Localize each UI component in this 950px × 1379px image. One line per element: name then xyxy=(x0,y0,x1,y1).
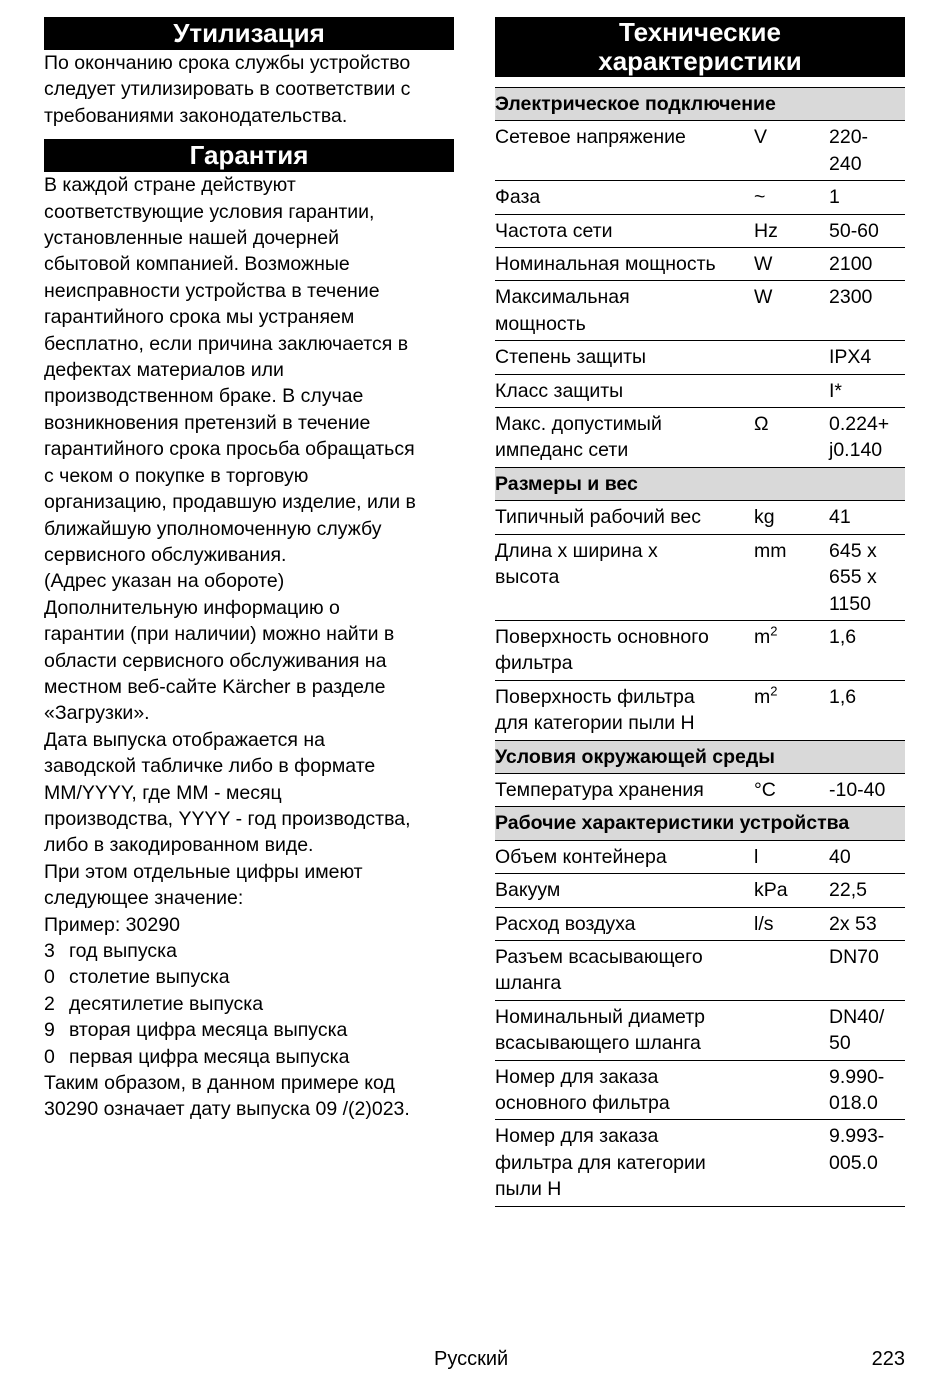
warranty-line: соответствующие условия гарантии, xyxy=(44,200,375,223)
spec-row xyxy=(495,874,905,907)
section-title: Рабочие характеристики устройства xyxy=(495,807,905,840)
spec-name: Поверхность основного фильтра xyxy=(495,620,754,680)
warranty-line: (Адрес указан на обороте) xyxy=(44,570,285,593)
spec-value: 40 xyxy=(829,840,905,873)
warranty-line: организацию, продавшую изделие, или в xyxy=(44,491,416,514)
warranty-line: неисправности устройства в течение xyxy=(44,279,380,302)
spec-value: 2x 53 xyxy=(829,907,905,940)
spec-row xyxy=(495,620,905,680)
spec-unit: l xyxy=(754,840,829,873)
spec-name: Номинальная мощность xyxy=(495,248,754,281)
warranty-line: При этом отдельные цифры имеют xyxy=(44,860,363,883)
warranty-line: Дополнительную информацию о xyxy=(44,596,340,619)
right-column xyxy=(495,17,905,1207)
spec-value: 0.224+ j0.140 xyxy=(829,408,905,468)
spec-name: Номинальный диаметр всасывающего шланга xyxy=(495,1000,754,1060)
unit-superscript: 2 xyxy=(770,623,778,639)
spec-value: 9.993- 005.0 xyxy=(829,1120,905,1206)
spec-value: 9.990- 018.0 xyxy=(829,1060,905,1120)
spec-name: Частота сети xyxy=(495,214,754,247)
warranty-line: Пример: 30290 xyxy=(44,913,180,936)
left-column xyxy=(44,17,454,1123)
spec-value: -10-40 xyxy=(829,773,905,806)
spec-value: 2300 xyxy=(829,281,905,341)
spec-unit xyxy=(754,374,829,407)
spec-name: Поверхность фильтра для категории пыли H xyxy=(495,680,754,740)
warranty-line: ближайшую уполномоченную службу xyxy=(44,517,382,540)
warranty-line: дефектах материалов или xyxy=(44,359,284,382)
disposal-line: следует утилизировать в соответствии с xyxy=(44,78,411,101)
spec-unit xyxy=(754,1060,829,1120)
spec-value: IPX4 xyxy=(829,341,905,374)
spec-value: 1,6 xyxy=(829,620,905,680)
spec-value: 1,6 xyxy=(829,680,905,740)
spec-row xyxy=(495,248,905,281)
spec-row xyxy=(495,1120,905,1206)
spec-row xyxy=(495,940,905,1000)
disposal-line: По окончанию срока службы устройство xyxy=(44,52,411,74)
warranty-line: установленные нашей дочерней xyxy=(44,227,339,250)
example-meaning: первая цифра месяца выпуска xyxy=(69,1045,350,1068)
warranty-line: гарантийного срока просьба обращаться xyxy=(44,438,415,461)
warranty-line: местном веб-сайте Kärcher в разделе xyxy=(44,675,386,698)
closing-line: Таким образом, в данном примере код xyxy=(44,1072,395,1095)
spec-unit: Ω xyxy=(754,408,829,468)
spec-name: Объем контейнера xyxy=(495,840,754,873)
warranty-line: производства, YYYY - год производства, xyxy=(44,807,411,830)
unit-superscript: 2 xyxy=(770,683,778,699)
warranty-line: следующее значение: xyxy=(44,887,244,910)
spec-row xyxy=(495,534,905,620)
specs-heading xyxy=(495,17,905,77)
spec-value: 220- 240 xyxy=(829,121,905,181)
section-title: Размеры и вес xyxy=(495,467,905,500)
spec-unit: $m^2$ xyxy=(754,680,829,740)
spec-unit xyxy=(754,341,829,374)
spec-name: Вакуум xyxy=(495,874,754,907)
spec-name: Макс. допустимый импеданс сети xyxy=(495,408,754,468)
warranty-line: возникновения претензий в течение xyxy=(44,411,371,434)
warranty-line: с чеком о покупке в торговую xyxy=(44,464,309,487)
warranty-heading: Гарантия xyxy=(44,139,454,172)
spec-name: Расход воздуха xyxy=(495,907,754,940)
warranty-line: сервисного обслуживания. xyxy=(44,543,287,566)
warranty-closing xyxy=(44,1070,454,1123)
warranty-line: производственном браке. В случае xyxy=(44,385,364,408)
section-title: Электрическое подключение xyxy=(495,88,905,121)
spec-name: Степень защиты xyxy=(495,341,754,374)
spec-unit: $m^2$ xyxy=(754,620,829,680)
spec-row xyxy=(495,1000,905,1060)
spec-row xyxy=(495,773,905,806)
section-title: Условия окружающей среды xyxy=(495,740,905,773)
example-digit: 3 xyxy=(44,940,55,962)
spec-unit: ~ xyxy=(754,181,829,214)
spec-name: Максимальная мощность xyxy=(495,281,754,341)
spec-row xyxy=(495,907,905,940)
warranty-line: «Загрузки». xyxy=(44,702,150,725)
example-meaning: столетие выпуска xyxy=(69,966,230,989)
specs-heading-line1: Технические xyxy=(619,17,781,47)
closing-line: 30290 означает дату выпуска 09 /(2)023. xyxy=(44,1098,410,1121)
warranty-line: бесплатно, если причина заключается в xyxy=(44,332,409,355)
example-digit: 9 xyxy=(44,1019,55,1042)
spec-name: Фаза xyxy=(495,181,754,214)
warranty-line: Дата выпуска отображается на xyxy=(44,728,326,751)
disposal-line: требованиями законодательства. xyxy=(44,104,348,127)
spec-name: Температура хранения xyxy=(495,773,754,806)
spec-unit: mm xyxy=(754,534,829,620)
spec-row xyxy=(495,374,905,407)
footer-language: Русский xyxy=(434,1348,509,1370)
spec-unit: Hz xyxy=(754,214,829,247)
specs-heading-line2: характеристики xyxy=(598,46,802,76)
example-meaning: год выпуска xyxy=(69,940,177,962)
spec-row xyxy=(495,680,905,740)
disposal-text xyxy=(44,50,454,129)
spec-value: DN70 xyxy=(829,940,905,1000)
spec-name: Длина x ширина x высота xyxy=(495,534,754,620)
warranty-line: заводской табличке либо в формате xyxy=(44,755,376,778)
spec-value: 41 xyxy=(829,501,905,534)
spec-value: 645 x 655 x 1150 xyxy=(829,534,905,620)
warranty-line: сбытовой компанией. Возможные xyxy=(44,253,350,276)
warranty-line: либо в закодированном виде. xyxy=(44,834,314,857)
warranty-line: В каждой стране действуют xyxy=(44,174,296,197)
example-meaning: вторая цифра месяца выпуска xyxy=(69,1019,348,1042)
spec-unit: kg xyxy=(754,501,829,534)
spec-unit xyxy=(754,1000,829,1060)
spec-unit: kPa xyxy=(754,874,829,907)
warranty-example xyxy=(44,938,454,1070)
spec-row xyxy=(495,840,905,873)
spec-unit: W xyxy=(754,281,829,341)
spec-name: Класс защиты xyxy=(495,374,754,407)
spec-unit xyxy=(754,1120,829,1206)
example-digit: 0 xyxy=(44,1045,55,1068)
spec-row xyxy=(495,341,905,374)
spec-section-header xyxy=(495,88,905,121)
spec-name: Типичный рабочий вес xyxy=(495,501,754,534)
warranty-line: MM/YYYY, где MM - месяц xyxy=(44,781,282,804)
specs-table xyxy=(495,87,905,1207)
spec-row xyxy=(495,501,905,534)
example-digit: 2 xyxy=(44,992,55,1015)
spec-unit: W xyxy=(754,248,829,281)
spec-unit: V xyxy=(754,121,829,181)
spec-value: I* xyxy=(829,374,905,407)
spec-name: Сетевое напряжение xyxy=(495,121,754,181)
spec-unit: l/s xyxy=(754,907,829,940)
page-number: 223 xyxy=(871,1348,905,1370)
example-meaning: десятилетие выпуска xyxy=(69,992,264,1015)
warranty-line: гарантийного срока мы устраняем xyxy=(44,306,355,329)
spec-row xyxy=(495,181,905,214)
spec-section-header xyxy=(495,807,905,840)
spec-name: Номер для заказа основного фильтра xyxy=(495,1060,754,1120)
spec-value: 50-60 xyxy=(829,214,905,247)
example-item xyxy=(44,1017,454,1043)
spec-section-header xyxy=(495,740,905,773)
spec-unit xyxy=(754,940,829,1000)
warranty-line: области сервисного обслуживания на xyxy=(44,649,387,672)
spec-row xyxy=(495,1060,905,1120)
spec-row xyxy=(495,121,905,181)
warranty-text xyxy=(44,172,454,938)
spec-name: Номер для заказа фильтра для категории пыли H xyxy=(495,1120,754,1206)
spec-row xyxy=(495,281,905,341)
spec-value: 1 xyxy=(829,181,905,214)
spec-unit: °C xyxy=(754,773,829,806)
spec-row xyxy=(495,408,905,468)
example-item xyxy=(44,964,454,990)
spec-name: Разъем всасывающего шланга xyxy=(495,940,754,1000)
disposal-heading: Утилизация xyxy=(44,17,454,50)
example-item xyxy=(44,1044,454,1070)
example-item xyxy=(44,938,454,964)
example-item xyxy=(44,991,454,1017)
spec-value: DN40/ 50 xyxy=(829,1000,905,1060)
spec-value: 22,5 xyxy=(829,874,905,907)
spec-value: 2100 xyxy=(829,248,905,281)
example-digit: 0 xyxy=(44,966,55,989)
spec-section-header xyxy=(495,467,905,500)
spec-row xyxy=(495,214,905,247)
warranty-line: гарантии (при наличии) можно найти в xyxy=(44,623,395,646)
